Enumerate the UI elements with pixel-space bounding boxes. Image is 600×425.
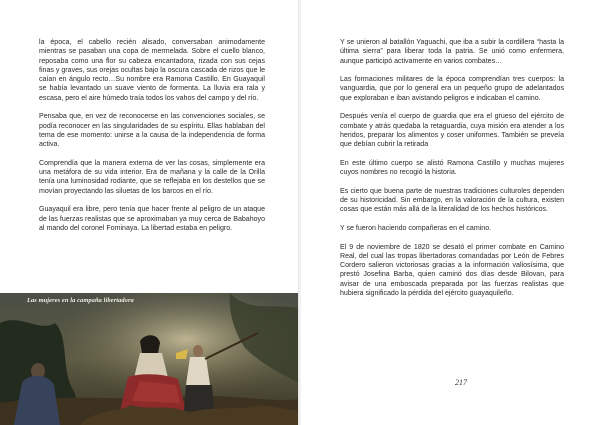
figure-caption: Las mujeres en la campaña libertadora [27,297,134,304]
battle-painting [0,293,299,425]
right-paragraph-4: En este último cuerpo se alistó Ramona Castillo y muchas mujeres cuyos nombres no recogió la historia. [340,159,564,177]
right-paragraph-5: Es cierto que buena parte de nuestras tradiciones culturoles dependen de su historicidad. Sin embargo, en la valoración de la cultura, existen cosas que están más allá de la literalidad de los hechos históricos. [340,187,564,214]
right-paragraph-1: Y se unieron al batallón Yaguachi, que iba a subir la cordillera “hasta la última sierra” para liberar toda la patria. Se unió como enfermera, aunque participó activamente en varios combates… [340,39,564,65]
left-paragraph-1: la época, el cabello recién alisado, conversaban animodamente mientras se pasaban una copa de mermelada. Sobre el cuello blanco, reposaba como una flor su cabeza encantadora, rizada con sus cejas finas y graves, sus orejas ocultas bajo la oscura cascada de rizos que le caían en ángulo recto…Su nombre era Ramona Castillo. En Guayaquil se había levantado un suave viento de formenta. La lluvia era rala y escasa, pero el aire húmedo traía todos los vahos del campo y del río. [39,39,265,102]
page-number: 217 [455,378,467,387]
right-paragraph-6: Y se fueron haciendo compañeras en el camino. [340,224,492,232]
right-paragraph-7: El 9 de noviembre de 1820 se desató el primer combate en Camino Real, del cual las tropas libertadoras comandadas por León de Febres Cordero salieron victoriosas gracias a la información valiosísima, que prestó Josefina Barba, quien caminó dos días desde Bilovan, para avisar de una emboscada preparada por las fuerzas realistas que hubiera significado la pérdida del ejército guayaquileño. [340,243,564,298]
right-page [301,0,600,425]
left-paragraph-2: Pensaba que, en vez de reconocerse en las convenciones sociales, se podía reconocer en las singularidades de su espíritu. Ellas hablaban del tema de ese momento: unirse a la causa de la independencia de forma activa. [39,113,265,149]
left-paragraph-4: Guayaquil era libre, pero tenía que hacer frente al peligro de un ataque de las fuerzas realistas que se aproximaban ya muy cerca de Babahoyo al mando del coronel Fominaya. La libertad estaba en peligro. [39,206,265,232]
left-page [0,0,299,425]
right-paragraph-2: Las formaciones militares de la época comprendían tres cuerpos: la vanguardia, que por lo general era un pequeño grupo de adelantados que exploraban e iban avistando peligros e indicaban el camino. [340,76,564,102]
left-text-column [39,38,265,233]
right-paragraph-3: Después venía el cuerpo de guardia que era el grueso del ejército de combate y atrás quedaba la retaguardia, cuya misión era atender a los heridos, preparar los alimentos y coser uniformes. También se preveía que debían cubrir la retirada [340,113,564,149]
right-text-column [340,38,564,298]
left-paragraph-3: Comprendía que la manera externa de ver las cosas, simplemente era una metáfora de su vida interior. Era de mañana y la calle de la Orilla tenía una luminosidad rodiante, que se reflejaba en los destellos que se movían proyectando las siluetas de los barcos en el río. [39,159,265,195]
